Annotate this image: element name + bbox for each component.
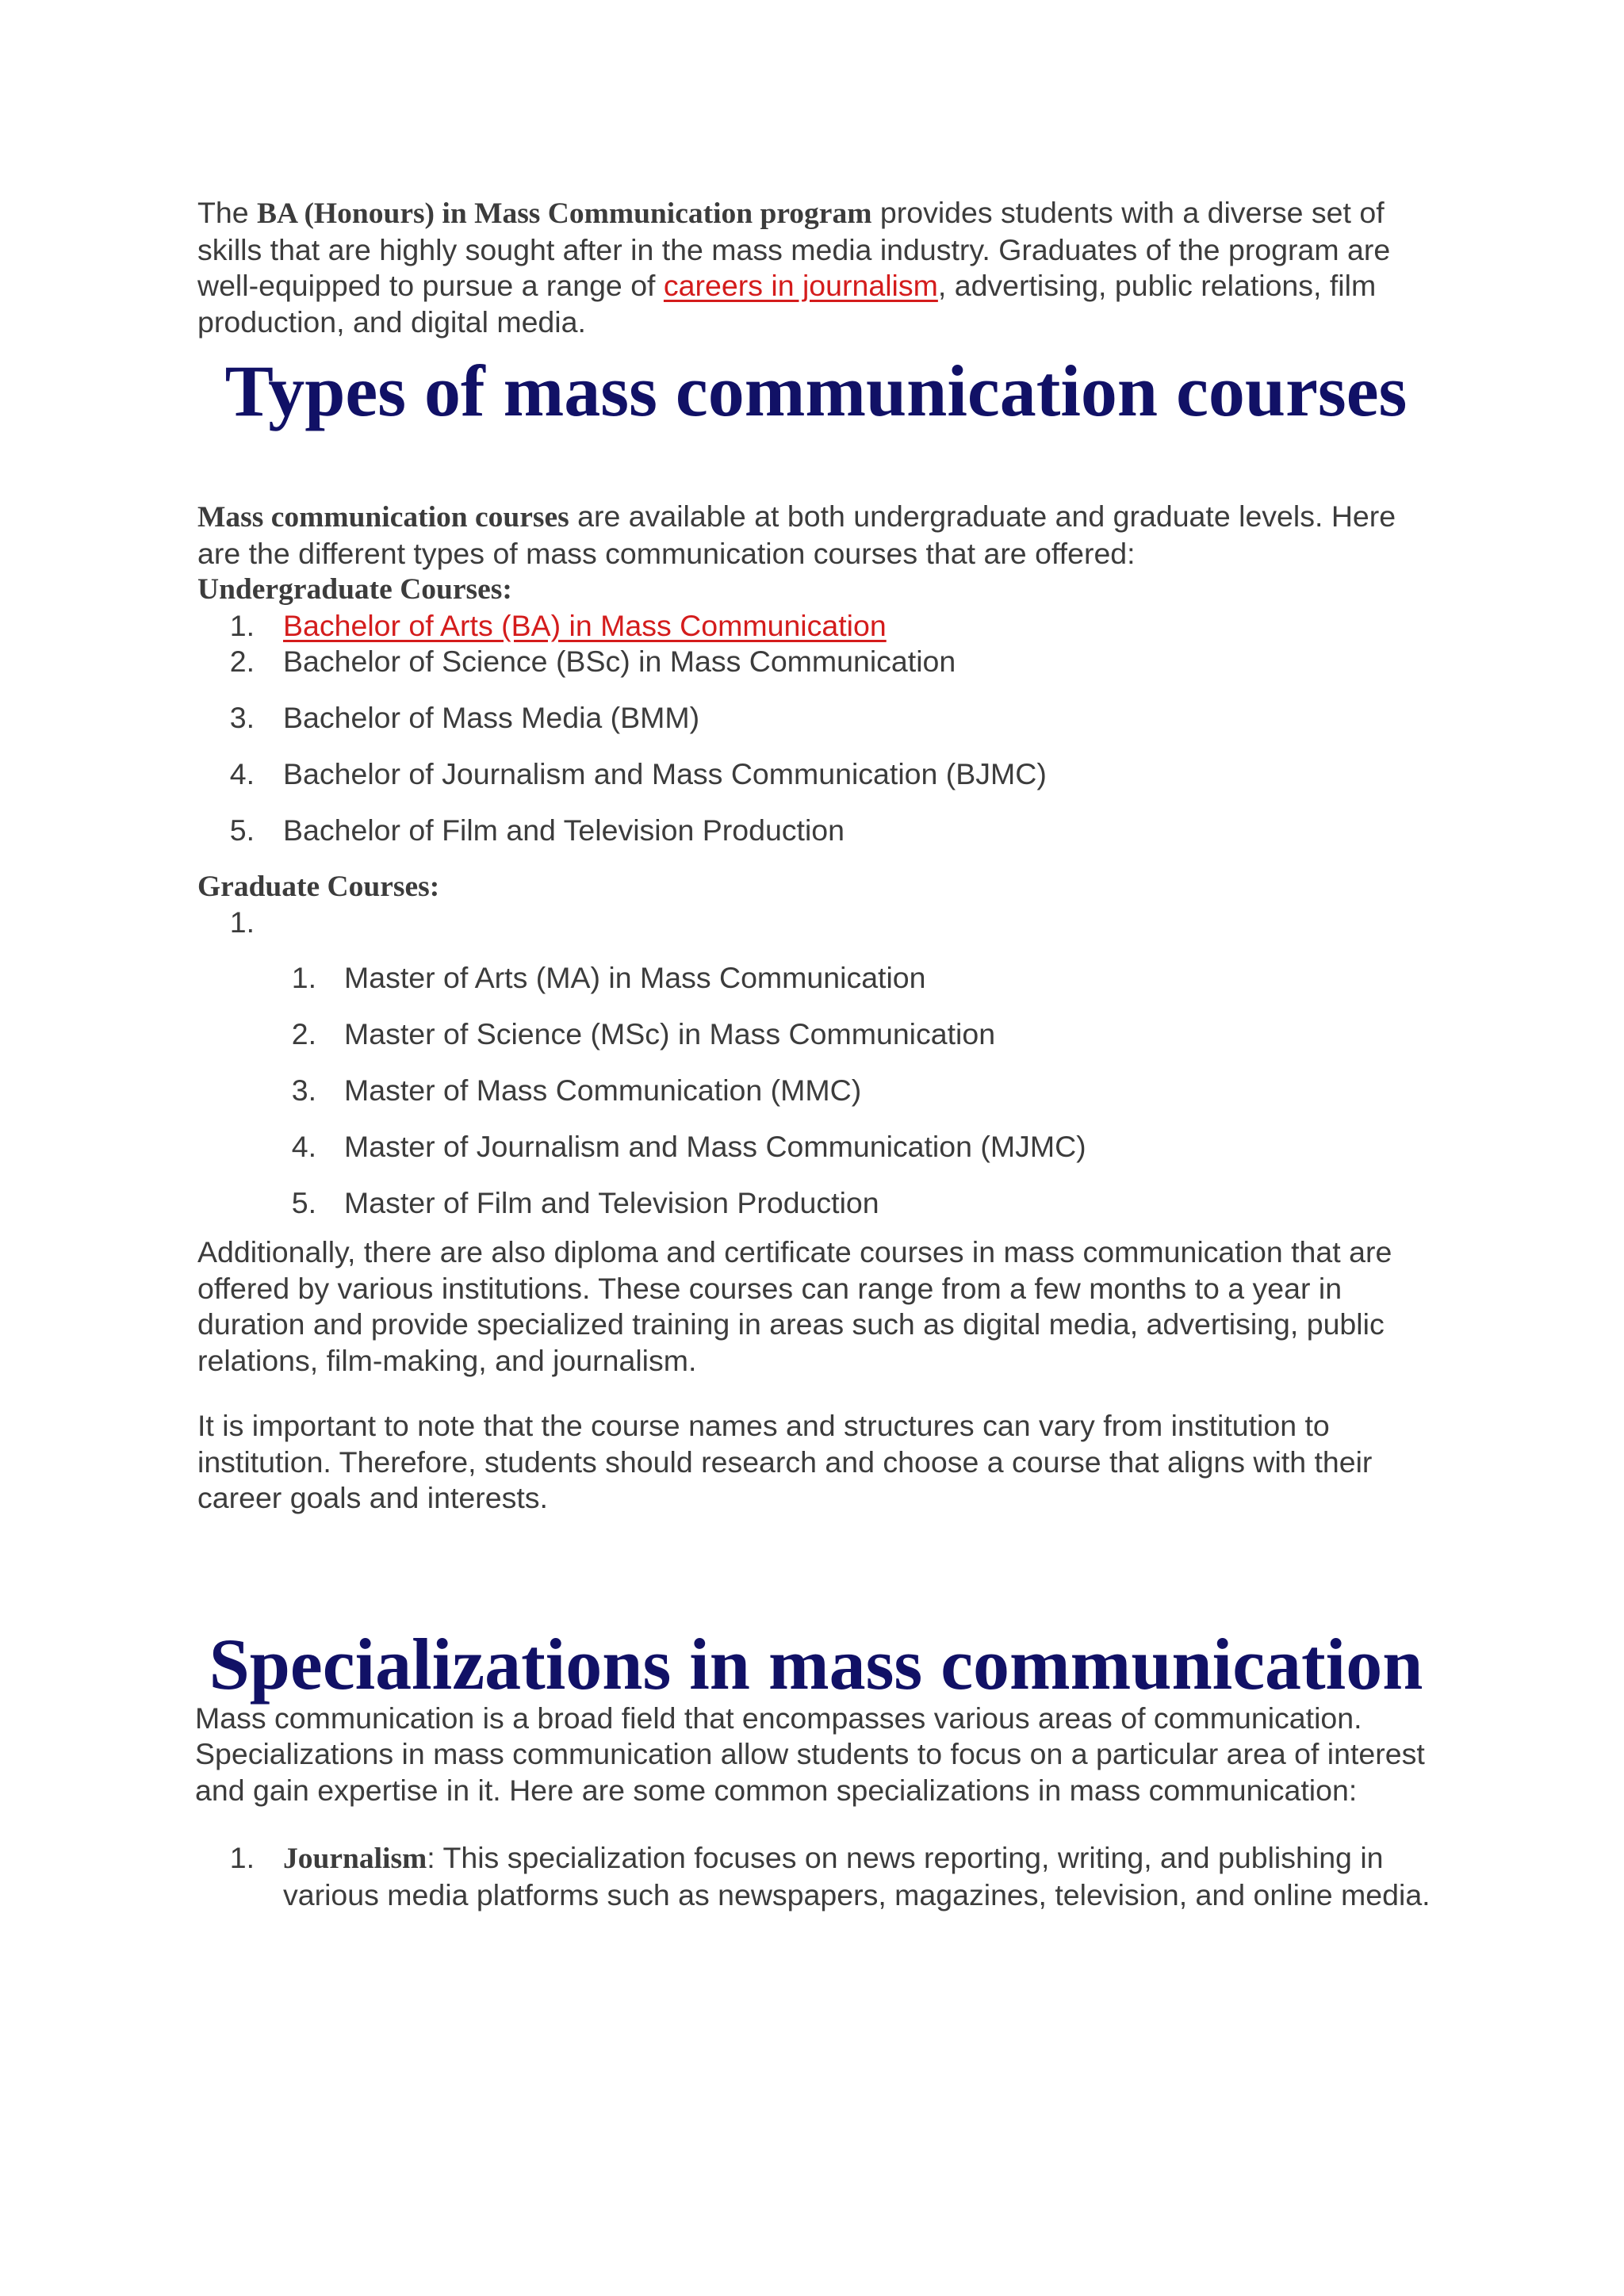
list-item: 1. <box>229 905 255 939</box>
document-page <box>197 195 1434 1913</box>
types-lead: Mass communication courses are available at both undergraduate and graduate levels. Here are the different types of mass communication courses that are offered: <box>197 499 1396 570</box>
list-item: 3. Master of Mass Communication (MMC) <box>291 1073 862 1107</box>
graduate-outer-list <box>197 905 1434 960</box>
undergraduate-label: Undergraduate Courses: <box>197 573 512 606</box>
list-item: 4. Master of Journalism and Mass Communication (MJMC) <box>291 1130 1086 1163</box>
list-item: 1. Journalism: This specialization focuses on news reporting, writing, and publishing in various media platforms such as newspapers, magazines, television, and online media. <box>229 1841 1431 1911</box>
list-item: 2. Bachelor of Science (BSc) in Mass Communication <box>229 644 956 678</box>
list-item: 1. Master of Arts (MA) in Mass Communication <box>291 961 926 994</box>
specializations-list <box>197 1840 1434 1913</box>
careers-in-journalism-link[interactable]: careers in journalism <box>663 269 938 302</box>
note-paragraph: It is important to note that the course names and structures can vary from institution to institution. Therefore, students should research and choose a course that aligns with their career goals and interests. <box>197 1409 1373 1514</box>
list-item: 3. Bachelor of Mass Media (BMM) <box>229 700 700 734</box>
list-item: 5. Bachelor of Film and Television Production <box>229 813 845 847</box>
graduate-label: Graduate Courses: <box>197 870 440 903</box>
diploma-paragraph: Additionally, there are also diploma and certificate courses in mass communication that are offered by various institutions. These courses can range from a few months to a year in duration and provide specialized training in areas such as digital media, advertising, public relations, film-making, and journalism. <box>197 1235 1392 1377</box>
types-heading: Types of mass communication courses <box>224 350 1408 431</box>
journalism-term: Journalism <box>283 1843 427 1875</box>
specializations-heading: Specializations in mass communication <box>209 1623 1423 1705</box>
program-name: BA (Honours) in Mass Communication program <box>257 197 872 230</box>
list-item: 1. Bachelor of Arts (BA) in Mass Communication <box>229 608 887 642</box>
list-item: 5. Master of Film and Television Production <box>291 1186 879 1219</box>
list-item: 2. Master of Science (MSc) in Mass Communication <box>291 1017 996 1050</box>
specializations-intro: Mass communication is a broad field that encompasses various areas of communication. Specializations in mass communication allow students to focus on a particular area of interest and gain expertise in it. Here are some common specializations in mass communication: <box>195 1701 1425 1807</box>
undergraduate-list <box>197 608 1434 869</box>
intro-paragraph: The BA (Honours) in Mass Communication program provides students with a diverse set of skills that are highly sought after in the mass media industry. Graduates of the program are well-equipped to pursue a range of careers in journalism, advertising, public relations, film production, and digital media. <box>197 196 1391 339</box>
graduate-list <box>197 960 1434 1234</box>
ba-mass-communication-link[interactable]: Bachelor of Arts (BA) in Mass Communication <box>283 608 887 642</box>
list-item: 4. Bachelor of Journalism and Mass Communication (BJMC) <box>229 756 1047 790</box>
